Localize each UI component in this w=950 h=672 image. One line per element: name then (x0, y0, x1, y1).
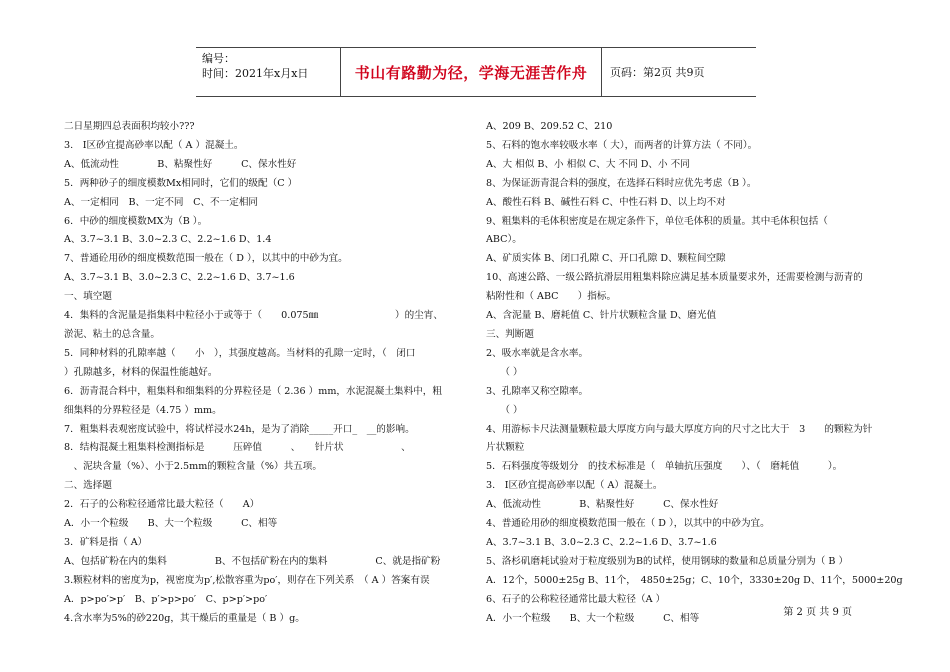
text-line: 4．集料的含泥量是指集料中粒径小于或等于（ 0.075㎜ ）的尘宵、 (64, 310, 443, 322)
text-line: （ ） (486, 366, 523, 378)
document-number-label: 编号： (202, 52, 235, 65)
text-line: A、低流动性 B、粘聚性好 C、保水性好 (486, 499, 719, 511)
text-line: 细集料的分界粒径是（4.75 ）mm。 (64, 404, 222, 416)
page-header (196, 47, 756, 97)
text-line: 5．石料强度等级划分 的技术标准是（ 单轴抗压强度 ）、（ 磨耗值 ）。 (486, 461, 843, 473)
text-line: 8．结构混凝土粗集料检测指标是 压碎值 、 针片状 、 (64, 442, 411, 454)
text-line: 三、判断题 (486, 328, 534, 340)
text-line: 4、普通砼用砂的细度模数范围一般在（ D ），以其中的中砂为宜。 (486, 518, 770, 530)
text-line: 5．两种砂子的细度模数Mx相同时，它们的级配（C ） (64, 177, 298, 189)
text-line: 3．矿料是指（ A） (64, 536, 148, 548)
text-line: 10、高速公路、一级公路抗滑层用粗集料除应满足基本质量要求外，还需要检测与沥青的 (486, 272, 863, 284)
text-line: A、含泥量 B、磨耗值 C、针片状颗粒含量 D、磨光值 (486, 310, 717, 322)
text-line: 6．沥青混合料中，粗集料和细集料的分界粒径是（ 2.36 ）mm，水泥混凝土集料中，粗 (64, 385, 442, 397)
text-line: 6．中砂的细度模数MX为（B ）。 (64, 215, 208, 227)
text-line: 二日星期四总表面积均较小??? (64, 121, 195, 132)
text-line: 片状颗粒 (486, 442, 525, 454)
text-line: 5．同种材料的孔隙率越（ 小 ），其强度越高。当材料的孔隙一定时，（ 闭口 (64, 347, 416, 359)
text-line: A、矿质实体 B、闭口孔隙 C、开口孔隙 D、颗粒间空隙 (486, 253, 726, 265)
text-line: A、3.7~3.1 B、3.0~2.3 C、2.2~1.6 D、1.4 (64, 234, 272, 246)
text-line: ）孔隙越多，材料的保温性能越好。 (64, 366, 218, 378)
text-line: 2．石子的公称粒径通常比最大粒径（ A） (64, 499, 260, 511)
text-line: A、3.7~3.1 B、3.0~2.3 C、2.2~1.6 D、3.7~1.6 (486, 536, 717, 548)
document-time-label: 时间：2021年x月x日 (202, 67, 309, 80)
text-line: A、包括矿粉在内的集料 B、不包括矿粉在内的集料 C、就是指矿粉 (64, 555, 441, 567)
text-line: A．小一个粒级 B、大一个粒级 C、相等 (486, 612, 700, 624)
page-footer: 第 2 页 共 9 页 (783, 607, 852, 618)
text-line: 3.颗粒材料的密度为p，视密度为p′,松散容重为po′，则存在下列关系 （ A ）答案有误 (64, 574, 430, 586)
text-line: 4.含水率为5%的砂220g，其干燥后的重量是（ B ）g。 (64, 612, 305, 624)
text-line: 2、吸水率就是含水率。 (486, 347, 589, 359)
text-line: 粘附性和（ ABC ）指标。 (486, 291, 617, 303)
text-line: 、泥块含量（%）、小于2.5mm的颗粒含量（%）共五项。 (64, 461, 322, 473)
text-line: 9、粗集料的毛体积密度是在规定条件下，单位毛体积的质量。其中毛体积包括（ (486, 215, 828, 227)
text-line: A、一定相同 B、一定不同 C、不一定相同 (64, 196, 259, 208)
text-line: ABC）。 (486, 234, 522, 246)
text-line: 8、为保证沥青混合料的强度，在选择石料时应优先考虑（B ）。 (486, 177, 757, 189)
text-line: 二、选择题 (64, 480, 112, 492)
text-line: 4、用游标卡尺法测量颗粒最大厚度方向与最大厚度方向的尺寸之比大于 3 的颗粒为针 (486, 423, 873, 435)
text-line: 3、孔隙率又称空隙率。 (486, 385, 589, 397)
text-line: 5、石料的饱水率较吸水率（ 大），而两者的计算方法（ 不同）。 (486, 139, 758, 151)
text-line: 6、石子的公称粒径通常比最大粒径（A ） (486, 593, 666, 605)
text-line: A、低流动性 B、粘聚性好 C、保水性好 (64, 158, 297, 170)
text-line: 5、洛杉矶磨耗试验对于粒度级别为B的试样，使用钢球的数量和总质量分别为（ B ） (486, 555, 849, 567)
header-meta (202, 51, 308, 81)
text-line: A．12个，5000±25g B、11个， 4850±25g；C、10个，3330±20g D、11个，5000±20g (486, 574, 903, 586)
header-page-number: 页码：第2页 共9页 (610, 66, 705, 79)
right-column (486, 118, 903, 628)
text-line: 一、填空题 (64, 291, 112, 303)
header-motto: 书山有路勤为径，学海无涯苦作舟 (340, 48, 602, 96)
text-line: 淤泥、粘土的总含量。 (64, 328, 160, 340)
text-line: A、大 相似 B、小 相似 C、大 不同 D、小 不同 (486, 158, 690, 170)
text-line: 7．粗集料表观密度试验中，将试样浸水24h，是为了消除_____开口_ __的影响。 (64, 423, 415, 435)
text-line: 3. I区砂宜提高砂率以配（ A）混凝土。 (486, 480, 663, 492)
left-column (64, 118, 474, 628)
text-line: A、209 B、209.52 C、210 (486, 121, 613, 132)
text-line: （ ） (486, 404, 523, 416)
text-line: A．p>po′>p′ B、p′>p>po′ C、p>p′>po′ (64, 593, 268, 605)
text-line: A．小一个粒级 B、大一个粒级 C、相等 (64, 518, 278, 530)
text-line: 3. I区砂宜提高砂率以配（ A ）混凝土。 (64, 139, 244, 151)
text-line: 7、普通砼用砂的细度模数范围一般在（ D ），以其中的中砂为宜。 (64, 253, 348, 265)
text-line: A、酸性石料 B、碱性石料 C、中性石料 D、以上均不对 (486, 196, 726, 208)
text-line: A、3.7~3.1 B、3.0~2.3 C、2.2~1.6 D、3.7~1.6 (64, 272, 295, 284)
